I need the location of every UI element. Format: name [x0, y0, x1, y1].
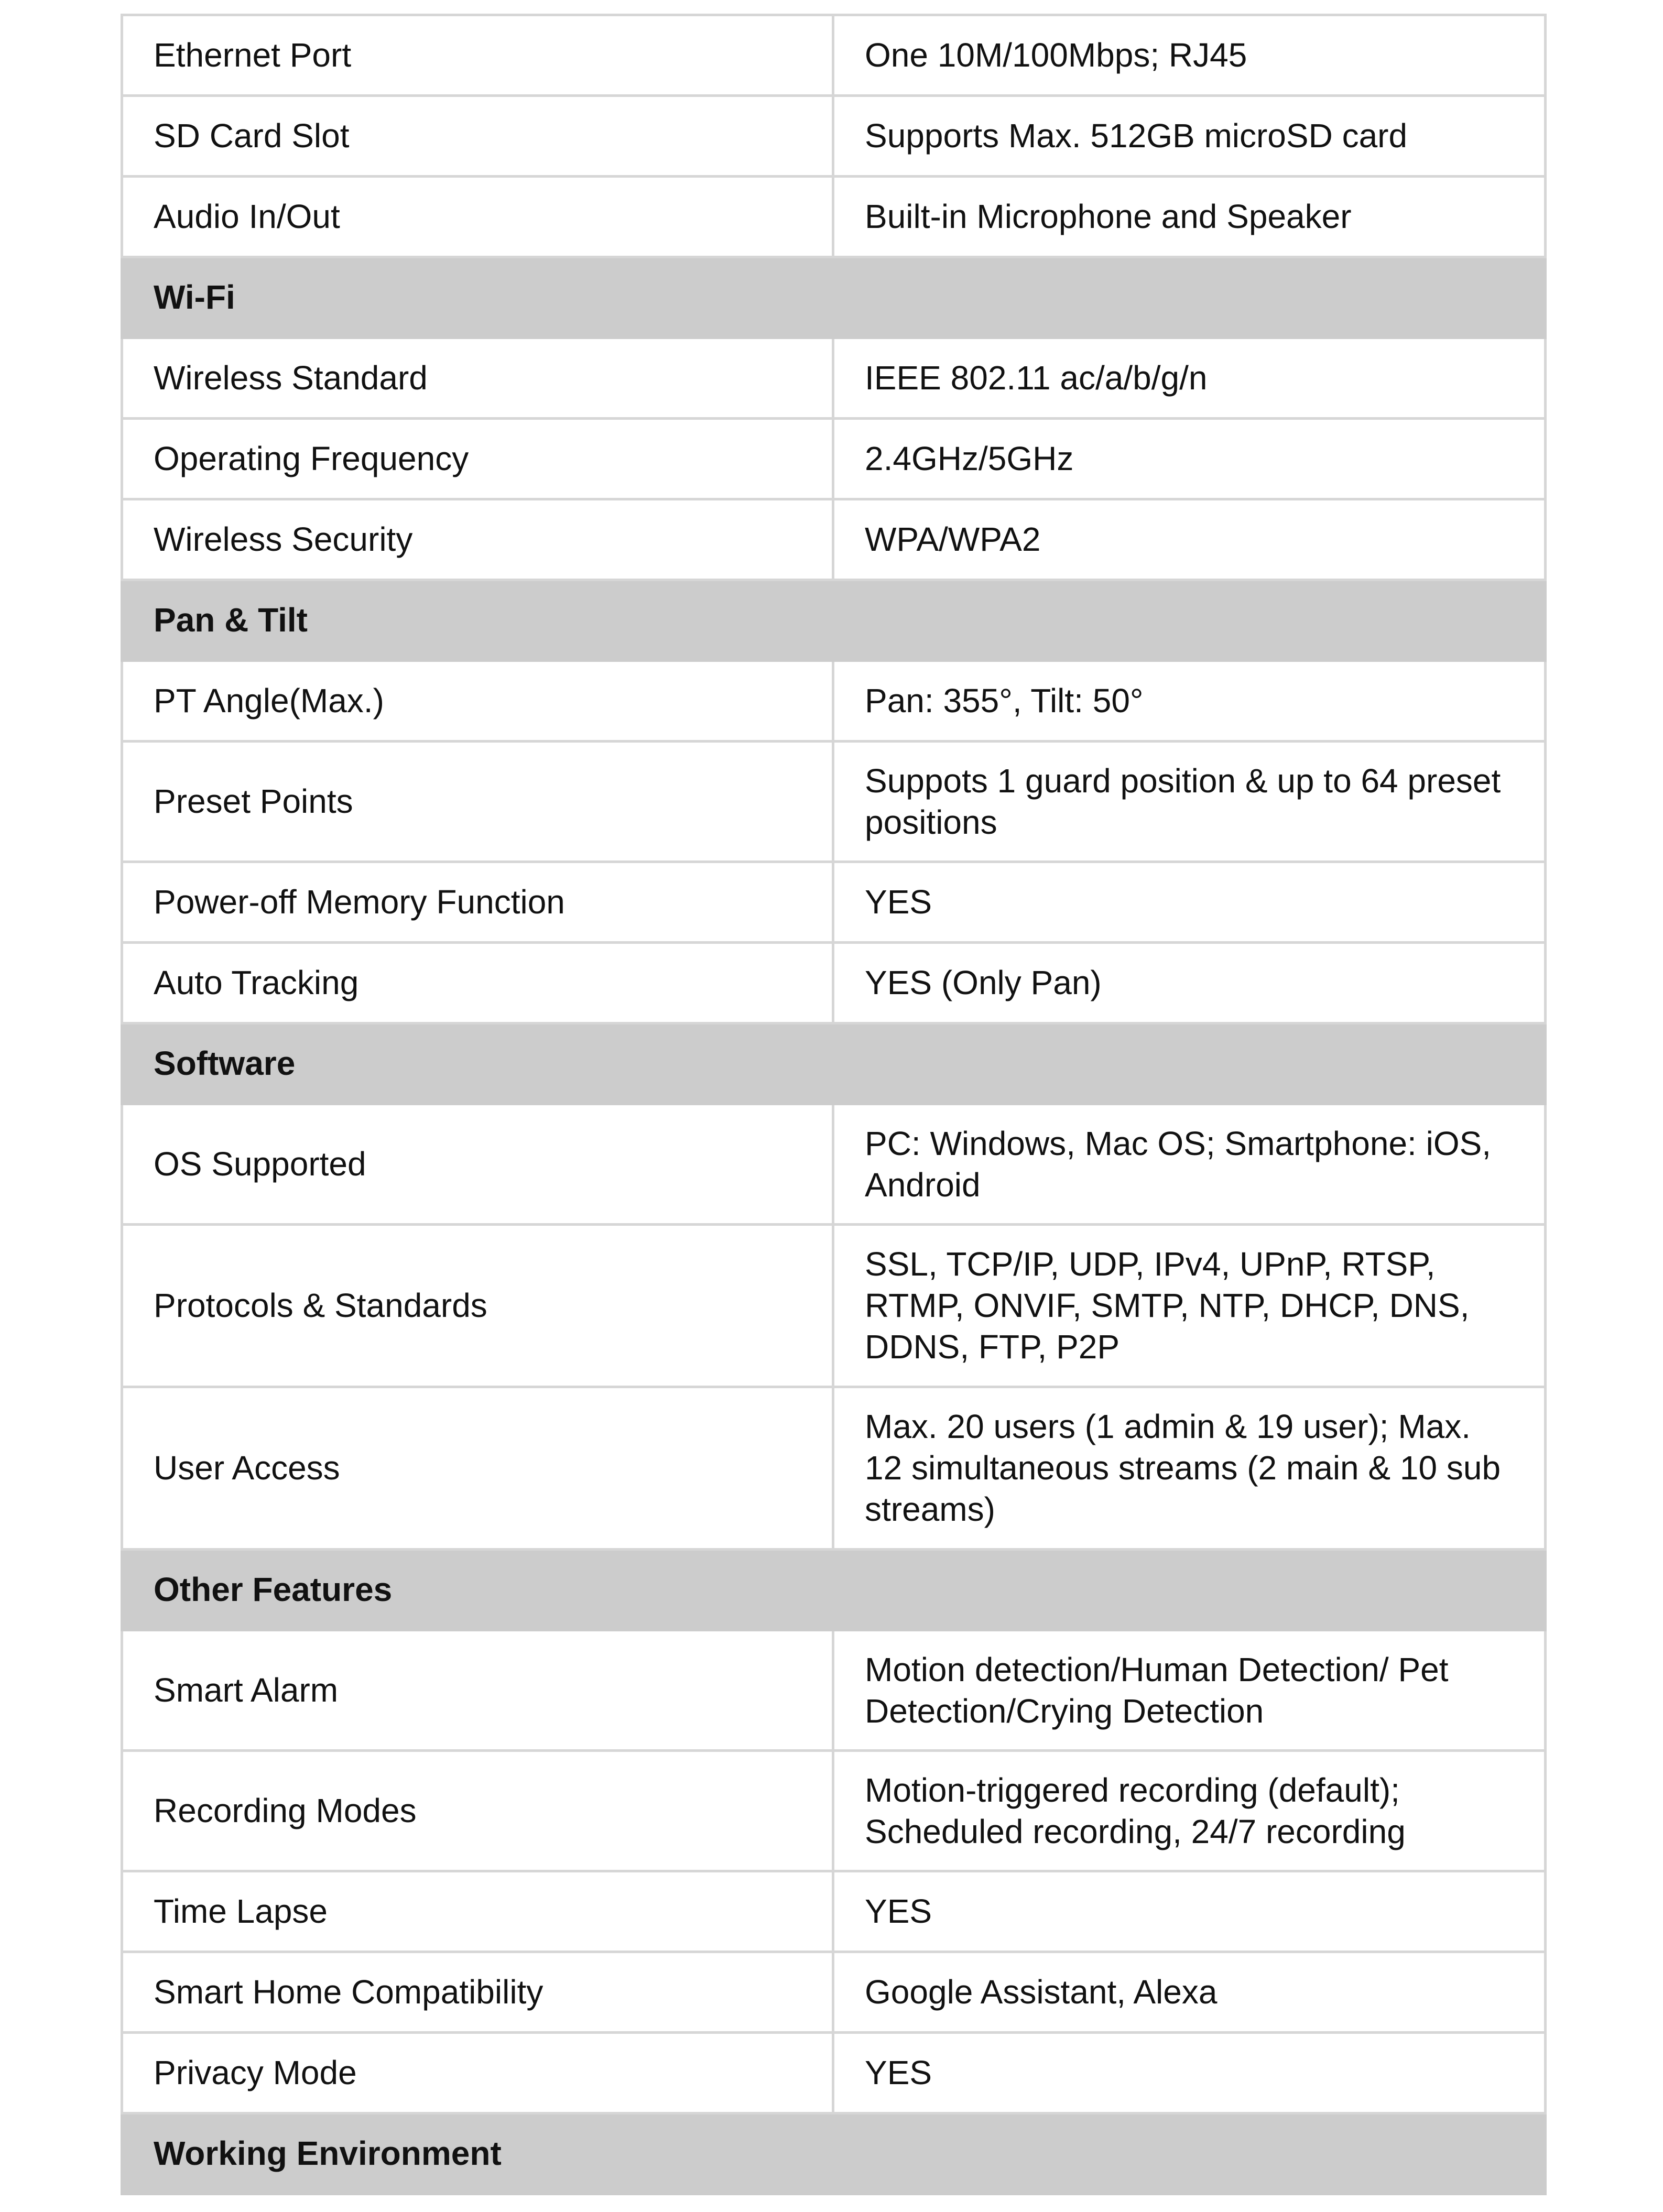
table-row	[122, 1104, 1546, 1225]
table-row	[122, 862, 1546, 943]
spec-label: Ethernet Port	[122, 15, 833, 96]
spec-label: Wireless Standard	[122, 338, 833, 419]
table-row	[122, 499, 1546, 580]
spec-value: IEEE 802.11 ac/a/b/g/n	[833, 338, 1546, 419]
section-header-working-environment	[122, 2113, 1546, 2194]
spec-label: User Access	[122, 1387, 833, 1550]
spec-label: Smart Alarm	[122, 1630, 833, 1751]
section-header-wifi	[122, 257, 1546, 338]
table-row	[122, 419, 1546, 499]
spec-label: Privacy Mode	[122, 2033, 833, 2113]
spec-value: Supports Max. 512GB microSD card	[833, 96, 1546, 177]
section-title: Wi-Fi	[122, 257, 1546, 338]
table-row	[122, 1225, 1546, 1387]
table-row	[122, 661, 1546, 742]
spec-label: Operating Frequency	[122, 419, 833, 499]
table-row	[122, 1952, 1546, 2033]
spec-label: SD Card Slot	[122, 96, 833, 177]
spec-value: Pan: 355°, Tilt: 50°	[833, 661, 1546, 742]
spec-value: YES (Only Pan)	[833, 943, 1546, 1023]
spec-label: OS Supported	[122, 1104, 833, 1225]
section-title: Working Environment	[122, 2113, 1546, 2194]
spec-value: 2.4GHz/5GHz	[833, 419, 1546, 499]
spec-value: PC: Windows, Mac OS; Smartphone: iOS, Android	[833, 1104, 1546, 1225]
spec-value: Built-in Microphone and Speaker	[833, 177, 1546, 257]
section-title: Software	[122, 1023, 1546, 1104]
spec-value: Motion detection/Human Detection/ Pet Detection/Crying Detection	[833, 1630, 1546, 1751]
spec-value: Motion-triggered recording (default); Scheduled recording, 24/7 recording	[833, 1751, 1546, 1871]
spec-value: Suppots 1 guard position & up to 64 preset positions	[833, 742, 1546, 862]
table-row	[122, 1387, 1546, 1550]
section-header-software	[122, 1023, 1546, 1104]
table-row	[122, 2033, 1546, 2113]
section-header-other-features	[122, 1550, 1546, 1630]
section-header-pan-tilt	[122, 580, 1546, 661]
table-row	[122, 338, 1546, 419]
table-row	[122, 1630, 1546, 1751]
table-row	[122, 742, 1546, 862]
spec-label: PT Angle(Max.)	[122, 661, 833, 742]
table-row	[122, 96, 1546, 177]
spec-label: Protocols & Standards	[122, 1225, 833, 1387]
table-row	[122, 1751, 1546, 1871]
spec-label: Time Lapse	[122, 1871, 833, 1952]
spec-value: SSL, TCP/IP, UDP, IPv4, UPnP, RTSP, RTMP, ONVIF, SMTP, NTP, DHCP, DNS, DDNS, FTP, P2P	[833, 1225, 1546, 1387]
table-row	[122, 15, 1546, 96]
spec-value: One 10M/100Mbps; RJ45	[833, 15, 1546, 96]
spec-value: Google Assistant, Alexa	[833, 1952, 1546, 2033]
spec-value: YES	[833, 862, 1546, 943]
table-row	[122, 177, 1546, 257]
section-title: Other Features	[122, 1550, 1546, 1630]
section-title: Pan & Tilt	[122, 580, 1546, 661]
spec-label: Wireless Security	[122, 499, 833, 580]
table-row	[122, 1871, 1546, 1952]
spec-value: WPA/WPA2	[833, 499, 1546, 580]
spec-label: Audio In/Out	[122, 177, 833, 257]
spec-value: Max. 20 users (1 admin & 19 user); Max. 12 simultaneous streams (2 main & 10 sub streams)	[833, 1387, 1546, 1550]
spec-value: YES	[833, 1871, 1546, 1952]
spec-value: YES	[833, 2033, 1546, 2113]
table-row	[122, 943, 1546, 1023]
spec-table	[121, 14, 1547, 2195]
spec-label: Power-off Memory Function	[122, 862, 833, 943]
spec-label: Recording Modes	[122, 1751, 833, 1871]
spec-label: Auto Tracking	[122, 943, 833, 1023]
spec-label: Smart Home Compatibility	[122, 1952, 833, 2033]
spec-label: Preset Points	[122, 742, 833, 862]
